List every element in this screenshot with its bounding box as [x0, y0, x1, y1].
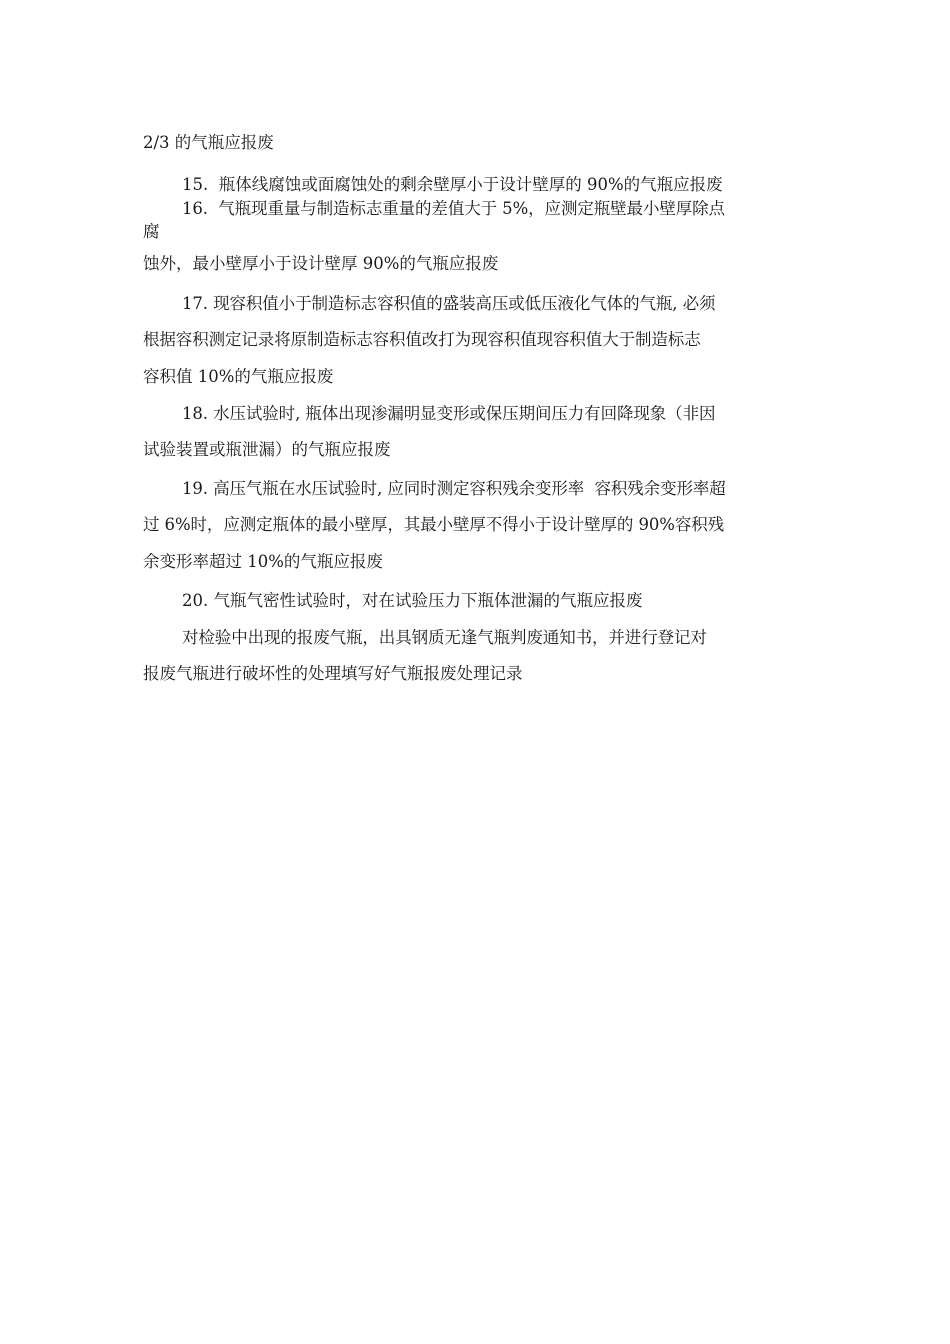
- text-line: 容积值 10%的气瓶应报废: [143, 367, 334, 386]
- paragraph-text: 对检验中出现的报废气瓶，出具钢质无逢气瓶判废通知书，并进行登记对: [182, 628, 707, 647]
- list-item-15: 15. 瓶体线腐蚀或面腐蚀处的剩余壁厚小于设计壁厚的 90%的气瓶应报废: [182, 175, 723, 194]
- list-item-16: 16. 气瓶现重量与制造标志重量的差值大于 5%，应测定瓶壁最小壁厚除点: [182, 199, 725, 218]
- text-line: 根据容积测定记录将原制造标志容积值改打为现容积值现容积值大于制造标志: [143, 330, 701, 349]
- list-item-19: 19. 高压气瓶在水压试验时, 应同时测定容积残余变形率 容积残余变形率超: [182, 479, 726, 498]
- list-item-17: 17. 现容积值小于制造标志容积值的盛装高压或低压液化气体的气瓶, 必须: [182, 294, 716, 313]
- text-line: 蚀外，最小壁厚小于设计壁厚 90%的气瓶应报废: [143, 254, 499, 273]
- text-line: 余变形率超过 10%的气瓶应报废: [143, 552, 383, 571]
- text-line: 2/3 的气瓶应报废: [143, 133, 274, 152]
- paragraph-text: 报废气瓶进行破坏性的处理填写好气瓶报废处理记录: [143, 664, 523, 683]
- text-line: 过 6%时，应测定瓶体的最小壁厚，其最小壁厚不得小于设计壁厚的 90%容积残: [143, 515, 725, 534]
- list-item-18: 18. 水压试验时, 瓶体出现渗漏明显变形或保压期间压力有回降现象（非因: [182, 404, 716, 423]
- text-line: 腐: [143, 222, 160, 241]
- list-item-20: 20. 气瓶气密性试验时，对在试验压力下瓶体泄漏的气瓶应报废: [182, 591, 643, 610]
- text-line: 试验装置或瓶泄漏）的气瓶应报废: [143, 440, 391, 459]
